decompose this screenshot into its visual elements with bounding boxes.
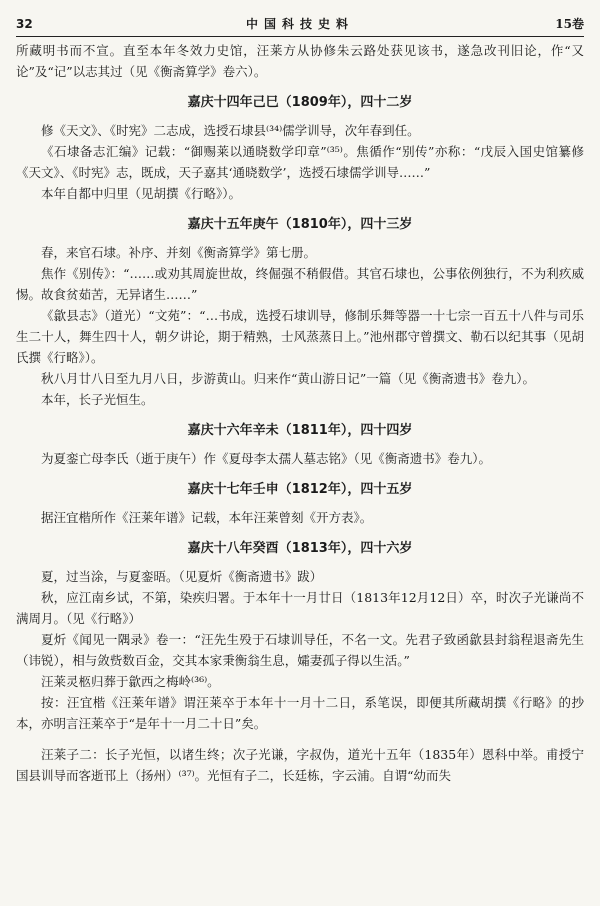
section-heading-1810: 嘉庆十五年庚午（1810年），四十三岁 — [187, 217, 413, 232]
paragraph: 按：汪宜楷《汪莱年谱》谓汪莱卒于本年十一月十二日，系笔误，即便其所藏胡撰《行略》的抄本，亦明言汪莱卒于“是年十一月二十日”矣。 — [16, 695, 584, 731]
paragraph: 本年，长子光恒生。 — [41, 392, 154, 407]
paragraph: 修《天文》、《时宪》二志成，选授石埭县⁽³⁴⁾儒学训导，次年春到任。 — [41, 123, 420, 138]
journal-title: 中国科技史料 — [245, 17, 354, 31]
running-header — [16, 12, 584, 37]
section-heading-1813: 嘉庆十八年癸酉（1813年），四十六岁 — [187, 541, 413, 556]
paragraph: 本年自都中归里（见胡撰《行略》）。 — [41, 186, 242, 201]
paragraph: 夏，过当涂，与夏銮晤。（见夏炘《衡斋遗书》跋） — [41, 569, 323, 584]
section-heading-1809: 嘉庆十四年己巳（1809年），四十二岁 — [187, 95, 413, 110]
article-body — [16, 40, 584, 786]
paragraph: 据汪宜楷所作《汪莱年谱》记载，本年汪莱曾刻《开方表》。 — [41, 510, 373, 525]
section-heading-1811: 嘉庆十六年辛未（1811年），四十四岁 — [187, 423, 413, 438]
paragraph: 秋八月廿八日至九月八日，步游黄山。归来作“黄山游日记”一篇（见《衡斋遗书》卷九）。 — [41, 371, 536, 386]
closing-paragraph: 汪莱子二：长子光恒，以诸生终；次子光谦，字叔伪，道光十五年（1835年）恩科中举。甫授宁国县训导而客逝邗上（扬州）⁽³⁷⁾。光恒有子二，长廷栋，字云浦。自谓“幼而失 — [16, 747, 584, 783]
paragraph: 秋，应江南乡试，不第，染疾归署。于本年十一月廿日（1813年12月12日）卒，时次子光谦尚不满周月。（见《行略》） — [16, 590, 584, 626]
paragraph: 焦作《别传》：“……或劝其周旋世故，终倔强不稍假借。其官石埭也，公事依例独行，不为利疚威惕。故食贫茹苦，无异诸生……” — [16, 266, 584, 302]
page-number: 32 — [16, 17, 33, 31]
opening-paragraph: 所藏明书而不宣。直至本年冬效力史馆，汪莱方从协修朱云路处获见该书，遂急改刊旧论，作“又论”及“记”以志其过（见《衡斋算学》卷六）。 — [16, 43, 584, 79]
paragraph: 为夏銮亡母李氏（逝于庚午）作《夏母李太孺人墓志铭》（见《衡斋遗书》卷九）。 — [41, 451, 492, 466]
paragraph: 夏炘《闻见一隅录》卷一：“汪先生殁于石埭训导任，不名一文。先君子致函歙县封翁程退斋先生（讳锐），相与敛赀数百金，交其本家秉衡翁生息，孀妻孤子得以生活。” — [16, 632, 584, 668]
paragraph: 《石埭备志汇编》记载：“御赐莱以通晓数学印章”⁽³⁵⁾。焦循作“别传”亦称：“戊辰入国史馆纂修《天文》、《时宪》志，既成，天子嘉其‘通晓数学’，选授石埭儒学训导……” — [16, 144, 584, 180]
paragraph: 春，来官石埭。补序、并刻《衡斋算学》第七册。 — [41, 245, 317, 260]
volume-label: 15卷 — [555, 17, 584, 31]
paragraph: 《歙县志》（道光）“文苑”：“…书成，选授石埭训导，修制乐舞等器一十七宗一百五十八件与司乐生二十人，舞生四十人，朝夕讲论，期于精熟，士风蒸蒸日上。”池州郡守曾撰文、勒石以纪其事（见胡氏撰《行略》）。 — [16, 308, 584, 365]
section-heading-1812: 嘉庆十七年壬申（1812年），四十五岁 — [187, 482, 413, 497]
paragraph: 汪莱灵柩归葬于歙西之梅岭⁽³⁶⁾。 — [41, 674, 220, 689]
